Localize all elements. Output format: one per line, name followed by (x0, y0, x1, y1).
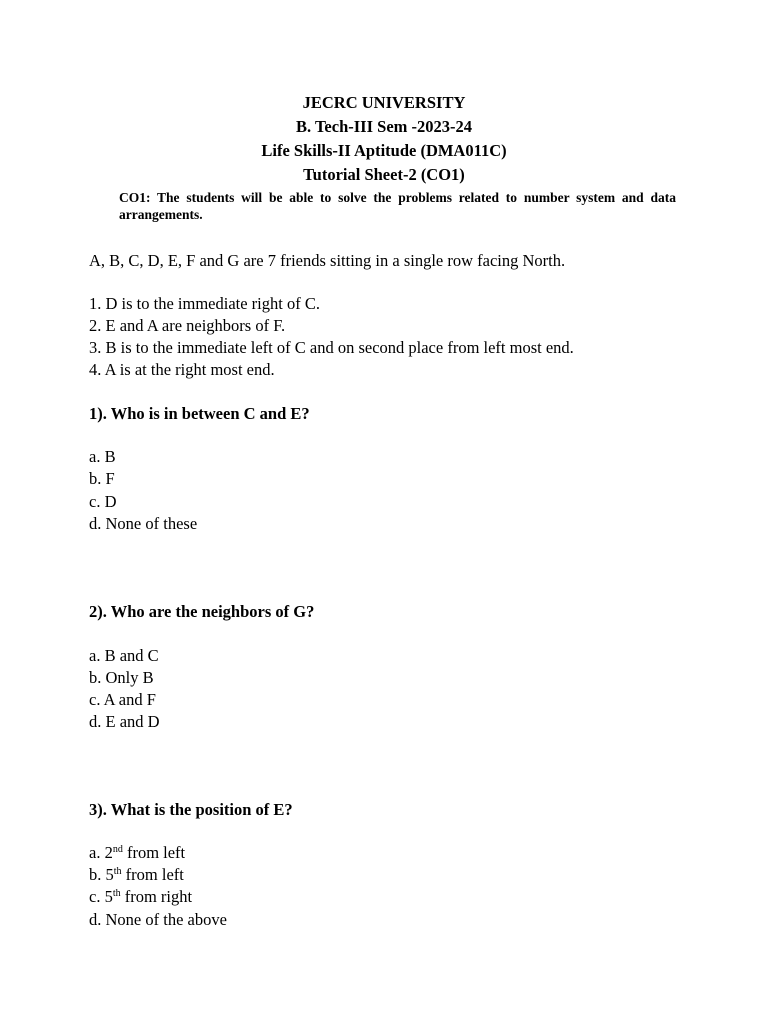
program-semester: B. Tech-III Sem -2023-24 (295, 117, 472, 136)
answer-option: d. None of the above (89, 910, 227, 929)
condition-item: 1. D is to the immediate right of C. (89, 294, 320, 313)
answer-option: a. B (89, 447, 116, 466)
condition-item: 2. E and A are neighbors of F. (89, 316, 286, 335)
answer-option: b. F (89, 469, 115, 488)
answer-option: c. 5th from right (89, 887, 193, 906)
answer-option: a. 2nd from left (89, 843, 186, 862)
answer-option: b. Only B (89, 668, 154, 687)
condition-item: 4. A is at the right most end. (89, 360, 275, 379)
answer-option: a. B and C (89, 646, 159, 665)
answer-option: c. D (89, 492, 117, 511)
answer-option: c. A and F (89, 690, 156, 709)
problem-intro: A, B, C, D, E, F and G are 7 friends sitting in a single row facing North. (89, 251, 566, 270)
course-outcome-statement: CO1: The students will be able to solve the problems related to number system and data arrangements. (119, 190, 676, 222)
course-title: Life Skills-II Aptitude (DMA011C) (261, 141, 507, 160)
answer-option: b. 5th from left (89, 865, 184, 884)
question-text: 1). Who is in between C and E? (89, 404, 310, 423)
answer-option: d. E and D (89, 712, 160, 731)
question-text: 3). What is the position of E? (89, 800, 293, 819)
question-text: 2). Who are the neighbors of G? (89, 602, 315, 621)
answer-option: d. None of these (89, 514, 198, 533)
university-name: JECRC UNIVERSITY (302, 93, 466, 112)
condition-item: 3. B is to the immediate left of C and on second place from left most end. (89, 338, 574, 357)
sheet-title: Tutorial Sheet-2 (CO1) (303, 165, 465, 184)
